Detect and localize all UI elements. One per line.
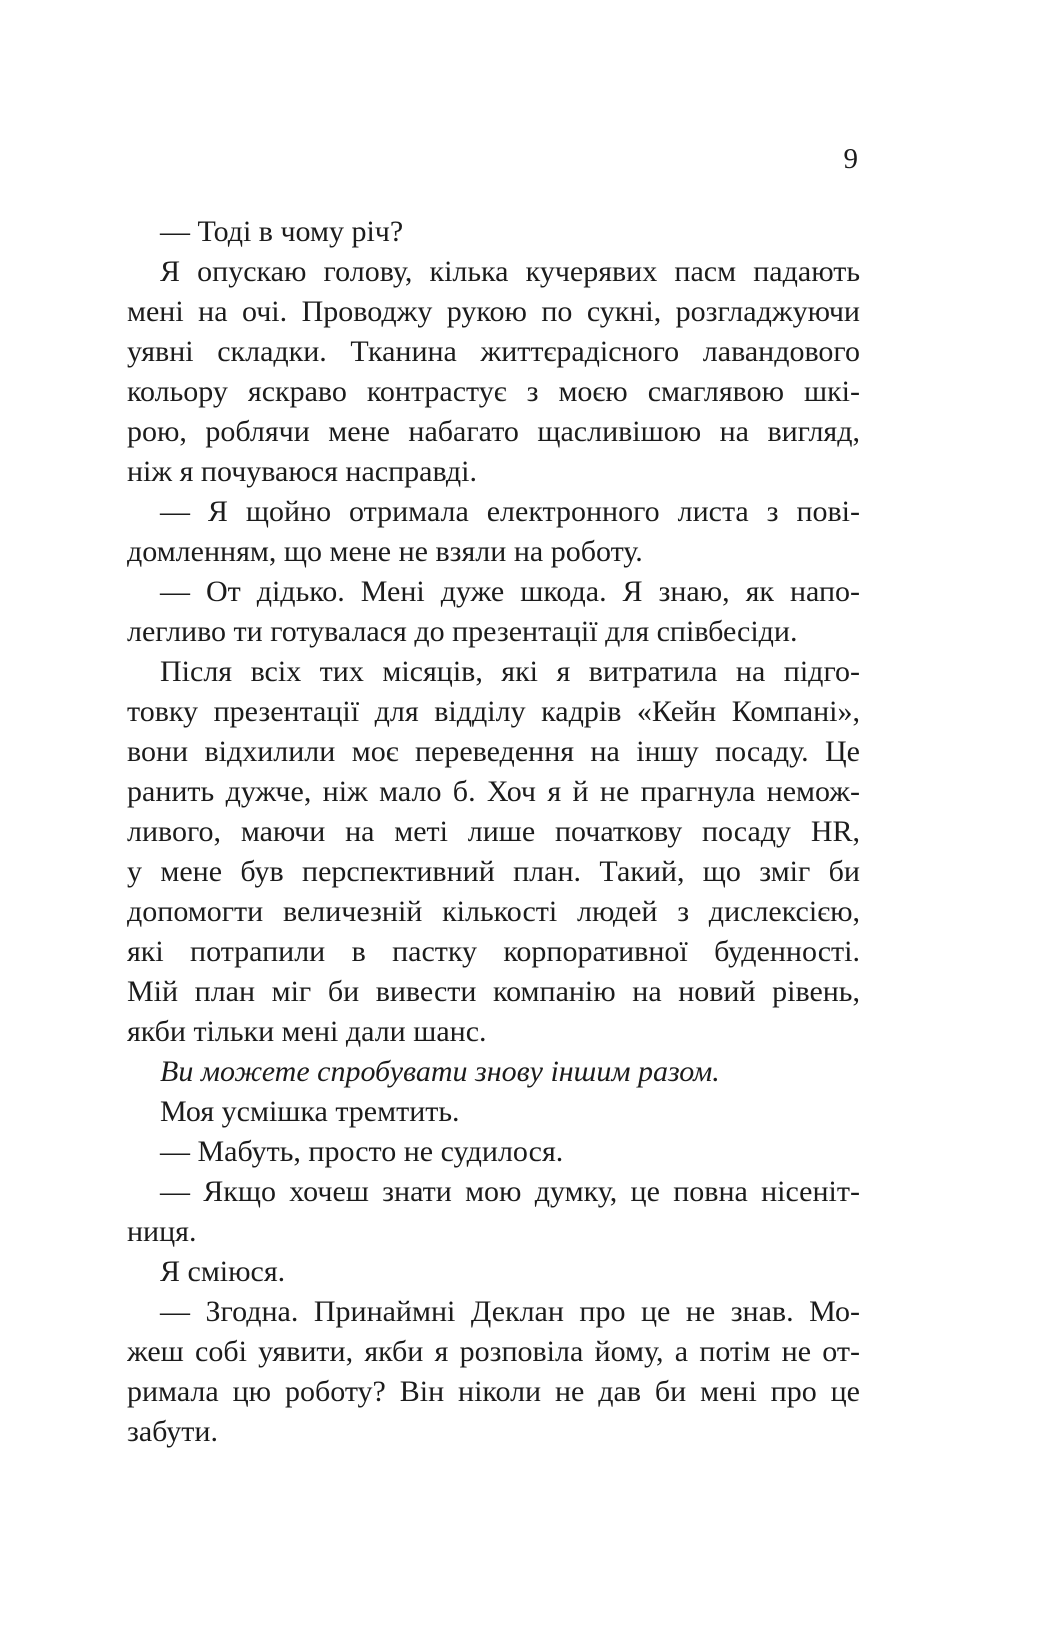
text-line: Я опускаю голову, кілька кучерявих пасм падають: [160, 255, 860, 288]
text-line: — Я щойно отримала електронного листа з пові-: [160, 495, 860, 528]
text-line: Мій план міг би вивести компанію на новий рівень,: [127, 975, 860, 1008]
text-line: вони відхилили моє переведення на іншу посаду. Це: [127, 735, 860, 768]
text-line: легливо ти готувалася до презентації для співбесіди.: [127, 615, 798, 648]
text-line: допомогти величезній кількості людей з дислексією,: [127, 895, 860, 928]
text-line: — От дідько. Мені дуже шкода. Я знаю, як напо-: [160, 575, 860, 608]
text-line: ниця.: [127, 1215, 197, 1248]
page-text: [127, 212, 860, 1452]
text-line: Я сміюся.: [160, 1255, 286, 1288]
text-line: домленням, що мене не взяли на роботу.: [127, 535, 643, 568]
text-line: — Тоді в чому річ?: [160, 215, 404, 248]
text-line: ливого, маючи на меті лише початкову посаду HR,: [127, 815, 860, 848]
text-line: Після всіх тих місяців, які я витратила на підго-: [160, 655, 860, 688]
text-line: які потрапили в пастку корпоративної буденності.: [127, 935, 860, 968]
text-line: жеш собі уявити, якби я розповіла йому, а потім не от-: [127, 1335, 860, 1368]
text-line: кольору яскраво контрастує з моєю смаглявою шкі-: [127, 375, 860, 408]
text-line: рою, роблячи мене набагато щасливішою на вигляд,: [127, 415, 860, 448]
text-line: — Згодна. Принаймні Деклан про це не знав. Мо-: [160, 1295, 860, 1328]
text-line: якби тільки мені дали шанс.: [127, 1015, 487, 1048]
text-line: римала цю роботу? Він ніколи не дав би мені про це: [127, 1375, 860, 1408]
text-line: ранить дужче, ніж мало б. Хоч я й не прагнула немож-: [127, 775, 860, 808]
text-line: мені на очі. Проводжу рукою по сукні, розгладжуючи: [127, 295, 860, 328]
text-line: — Мабуть, просто не судилося.: [160, 1135, 564, 1168]
text-line: ніж я почуваюся насправді.: [127, 455, 477, 488]
text-line: Ви можете спробувати знову іншим разом.: [160, 1055, 720, 1088]
text-line: — Якщо хочеш знати мою думку, це повна нісеніт-: [160, 1175, 860, 1208]
page-number: 9: [843, 143, 858, 175]
text-line: у мене був перспективний план. Такий, що зміг би: [127, 855, 860, 888]
text-line: забути.: [127, 1415, 218, 1448]
text-line: уявні складки. Тканина життєрадісного лавандового: [127, 335, 860, 368]
text-line: Моя усмішка тремтить.: [160, 1095, 460, 1128]
text-line: товку презентації для відділу кадрів «Кейн Компані»,: [127, 695, 860, 728]
